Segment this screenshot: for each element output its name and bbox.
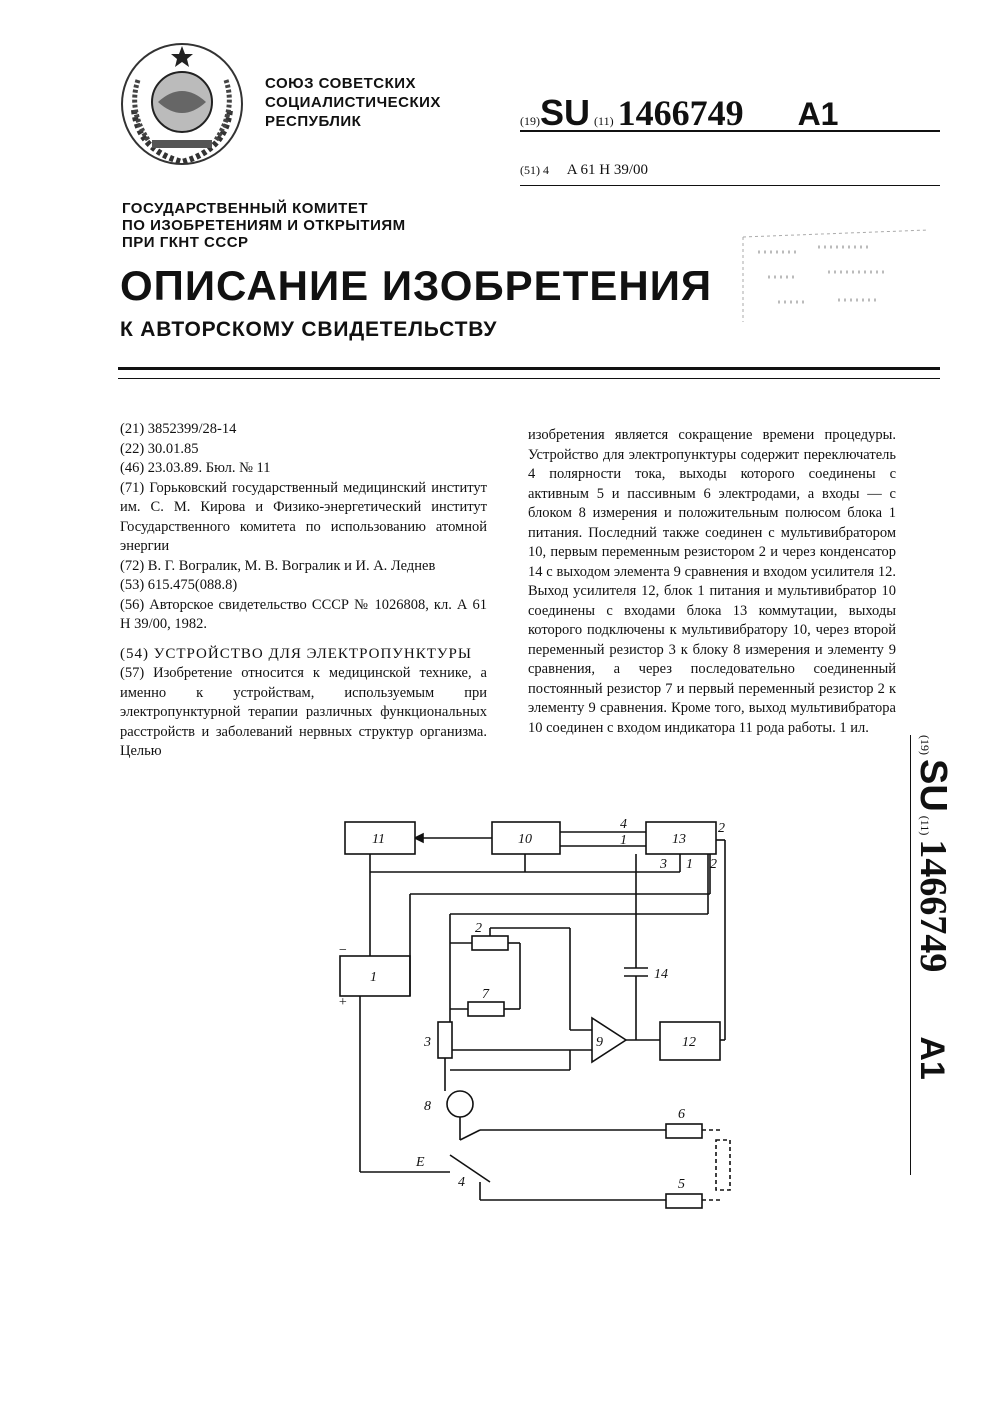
label-capacitor-14: 14 bbox=[654, 967, 668, 982]
ipc-rule bbox=[520, 185, 940, 186]
side-text bbox=[911, 735, 955, 1080]
committee-line-3: ПРИ ГКНТ СССР bbox=[122, 234, 249, 251]
ipc-line bbox=[520, 162, 940, 179]
side-office: SU bbox=[912, 759, 954, 812]
field-54: (54) УСТРОЙСТВО ДЛЯ ЭЛЕКТРОПУНКТУРЫ bbox=[120, 645, 472, 662]
committee-line-2: ПО ИЗОБРЕТЕНИЯМ И ОТКРЫТИЯМ bbox=[122, 217, 406, 234]
meter-8 bbox=[447, 1091, 473, 1117]
side-margin-identifier bbox=[905, 735, 965, 1175]
field-71: (71) Горьковский государственный медицинский институт им. С. М. Кирова и Физико-энергетический институт Государственного комитета по использованию атомной энергии bbox=[120, 479, 487, 554]
label-pin-1b: 1 bbox=[686, 857, 693, 872]
label-resistor-3: 3 bbox=[424, 1035, 431, 1050]
side-code-11: (11) bbox=[918, 815, 932, 836]
document-title: ОПИСАНИЕ ИЗОБРЕТЕНИЯ bbox=[120, 262, 713, 309]
label-pin-4: 4 bbox=[620, 817, 627, 832]
ipc-code: (51) 4 bbox=[520, 163, 549, 177]
patent-number: 1466749 bbox=[617, 93, 744, 133]
state-emblem bbox=[118, 40, 246, 168]
header-rule bbox=[520, 130, 940, 132]
resistor-7 bbox=[468, 1002, 504, 1016]
field-21: (21) 3852399/28-14 bbox=[120, 421, 237, 437]
label-minus: − bbox=[338, 943, 348, 958]
field-22: (22) 30.01.85 bbox=[120, 440, 199, 457]
electrode-6 bbox=[666, 1124, 702, 1138]
label-meter-8: 8 bbox=[424, 1099, 431, 1114]
label-block-13: 13 bbox=[672, 832, 686, 847]
side-code-19: (19) bbox=[918, 735, 932, 755]
patent-identifier bbox=[520, 92, 940, 132]
bibliographic-data bbox=[120, 420, 487, 762]
label-resistor-7: 7 bbox=[482, 987, 489, 1002]
country-line-1: СОЮЗ СОВЕТСКИХ bbox=[265, 75, 417, 92]
label-pin-2a: 2 bbox=[718, 821, 725, 836]
field-53: (53) 615.475(088.8) bbox=[120, 577, 238, 593]
label-comparator-9: 9 bbox=[596, 1035, 603, 1050]
label-electrode-6: 6 bbox=[678, 1107, 685, 1122]
field-57: (57) Изобретение относится к медицинской технике, а именно к устройствам, используемым при электропунктурной терапии различных функциональных расстройств и заболеваний нервных структур организма. Целью bbox=[120, 665, 487, 759]
label-E: E bbox=[416, 1155, 425, 1170]
country-line-3: РЕСПУБЛИК bbox=[265, 113, 362, 130]
committee bbox=[122, 200, 406, 251]
abstract-text: изобретения является сокращение времени процедуры. Устройство для электропунктуры содержит переключатель 4 полярности тока, выходы которого соединены с активным 5 и пассивным 6 электродами, а входы — с блоком 8 измерения и положительным полюсом блока 1 питания. Последний также соединен с мультивибратором 10, первым переменным резистором 2 и через конденсатор 14 с выходом элемента 9 сравнения и входом усилителя 12. Выход усилителя 12, блок 1 питания и мультивибратор 10 соединены с входами блока 13 коммутации, выходы которого подключены к мультивибратору 10, через второй переменный резистор 3 к блоку 8 измерения и элементу 9 сравнения, а через последовательно соединенный постоянный резистор 7 и первый переменный резистор 2 к элементу 9 сравнения. Кроме того, выход мультивибратора 10 соединен с входом индикатора 11 рода работы. 1 ил. bbox=[528, 427, 896, 736]
field-72: (72) В. Г. Вогралик, М. В. Вогралик и И. А. Леднев bbox=[120, 557, 436, 574]
code-11: (11) bbox=[594, 114, 614, 128]
label-plus: + bbox=[338, 995, 348, 1010]
abstract-continued bbox=[528, 426, 896, 738]
field-46: (46) 23.03.89. Бюл. № 11 bbox=[120, 460, 271, 476]
library-stamp bbox=[738, 222, 938, 332]
label-pin-2b: 2 bbox=[710, 857, 717, 872]
kind-code: A1 bbox=[797, 96, 839, 132]
side-kind: A1 bbox=[913, 1036, 951, 1080]
resistor-2 bbox=[472, 936, 508, 950]
country-line-2: СОЦИАЛИСТИЧЕСКИХ bbox=[265, 94, 441, 111]
country-name bbox=[265, 74, 441, 131]
label-block-11: 11 bbox=[372, 832, 385, 847]
label-pin-3: 3 bbox=[660, 857, 667, 872]
committee-line-1: ГОСУДАРСТВЕННЫЙ КОМИТЕТ bbox=[122, 200, 369, 217]
label-resistor-2: 2 bbox=[475, 921, 482, 936]
ipc-class: A 61 H 39/00 bbox=[566, 162, 649, 178]
field-56: (56) Авторское свидетельство СССР № 1026808, кл. А 61 Н 39/00, 1982. bbox=[120, 596, 487, 632]
label-pin-1a: 1 bbox=[620, 833, 627, 848]
resistor-3 bbox=[438, 1022, 452, 1058]
title-divider bbox=[118, 367, 940, 379]
label-switch-4: 4 bbox=[458, 1175, 465, 1190]
code-19: (19) bbox=[520, 114, 540, 128]
label-block-12: 12 bbox=[682, 1035, 696, 1050]
electrode-5 bbox=[666, 1194, 702, 1208]
label-block-10: 10 bbox=[518, 832, 532, 847]
circuit-diagram bbox=[320, 810, 760, 1220]
label-electrode-5: 5 bbox=[678, 1177, 685, 1192]
side-number: 1466749 bbox=[912, 839, 954, 973]
label-block-1: 1 bbox=[370, 970, 377, 985]
document-subtitle: К АВТОРСКОМУ СВИДЕТЕЛЬСТВУ bbox=[120, 318, 498, 341]
patent-office: SU bbox=[540, 92, 591, 133]
